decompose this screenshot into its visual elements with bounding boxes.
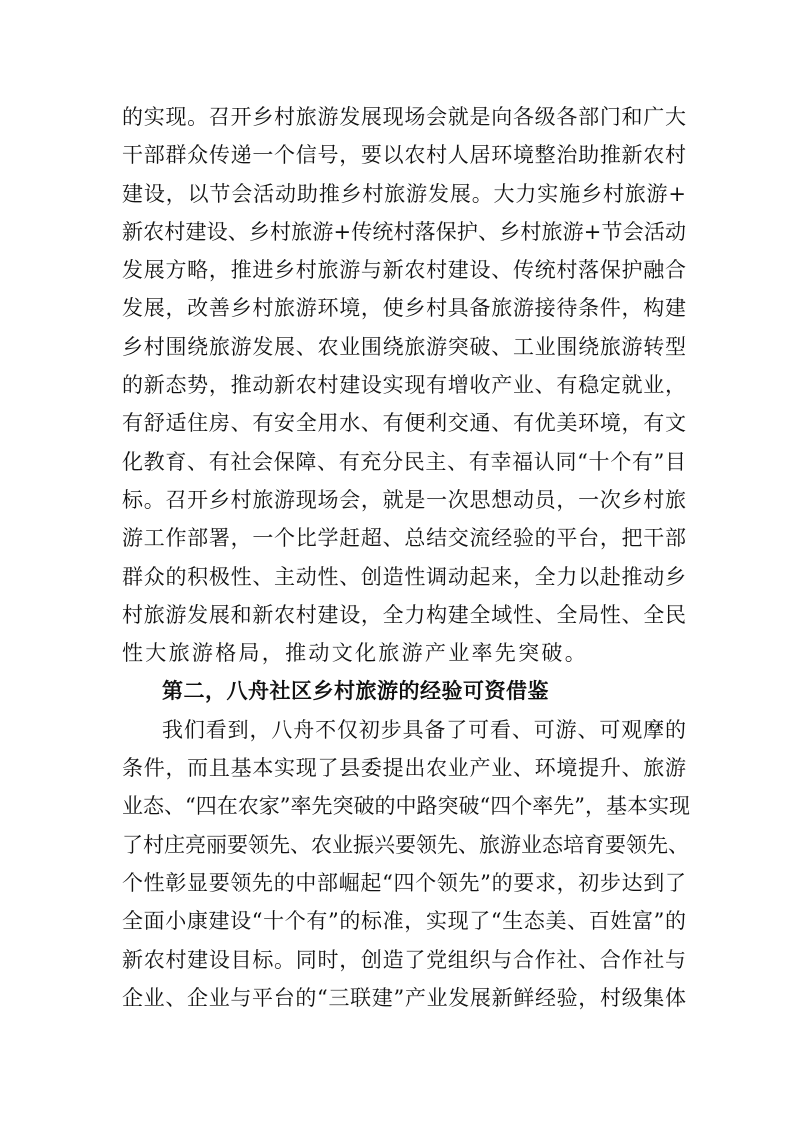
text-line: 新农村建设目标。同时，创造了党组织与合作社、合作社与	[122, 947, 686, 972]
text-line: 游工作部署，一个比学赶超、总结交流经验的平台，把干部	[122, 526, 686, 551]
document-page	[122, 98, 690, 1017]
text-line: 乡村围绕旅游发展、农业围绕旅游突破、工业围绕旅游转型	[122, 334, 686, 359]
text-line: 的新态势，推动新农村建设实现有增收产业、有稳定就业，	[122, 373, 686, 398]
text-line: 性大旅游格局，推动文化旅游产业率先突破。	[122, 641, 588, 666]
text-line: 了村庄亮丽要领先、农业振兴要领先、旅游业态培育要领先、	[122, 832, 689, 857]
text-line: 标。召开乡村旅游现场会，就是一次思想动员，一次乡村旅	[122, 487, 686, 512]
text-line: 新农村建设、乡村旅游+传统村落保护、乡村旅游+节会活动	[122, 219, 686, 244]
text-line: 我们看到，八舟不仅初步具备了可看、可游、可观摩的	[162, 717, 686, 742]
text-line: 化教育、有社会保障、有充分民主、有幸福认同“十个有”目	[122, 449, 686, 474]
paragraph-2	[122, 711, 690, 1017]
text-line: 的实现。召开乡村旅游发展现场会就是向各级各部门和广大	[122, 105, 686, 129]
text-line: 企业、企业与平台的“三联建”产业发展新鲜经验，村级集体	[122, 985, 686, 1010]
text-line: 条件，而且基本实现了县委提出农业产业、环境提升、旅游	[122, 756, 686, 781]
text-line: 业态、“四在农家”率先突破的中路突破“四个率先”，基本实现	[122, 794, 690, 819]
text-line: 群众的积极性、主动性、创造性调动起来，全力以赴推动乡	[122, 564, 686, 589]
text-line: 建设，以节会活动助推乡村旅游发展。大力实施乡村旅游+	[122, 181, 686, 206]
text-line: 有舒适住房、有安全用水、有便利交通、有优美环境，有文	[122, 411, 686, 436]
text-line: 村旅游发展和新农村建设，全力构建全域性、全局性、全民	[122, 602, 686, 627]
paragraph-1	[122, 98, 686, 672]
text-line: 干部群众传递一个信号，要以农村人居环境整治助推新农村	[122, 143, 686, 168]
text-line: 发展，改善乡村旅游环境，使乡村具备旅游接待条件，构建	[122, 296, 686, 321]
section-heading: 第二，八舟社区乡村旅游的经验可资借鉴	[162, 679, 549, 704]
text-line: 个性彰显要领先的中部崛起“四个领先”的要求，初步达到了	[122, 870, 686, 895]
text-line: 发展方略，推进乡村旅游与新农村建设、传统村落保护融合	[122, 258, 686, 283]
text-line: 全面小康建设“十个有”的标准，实现了“生态美、百姓富”的	[122, 909, 686, 934]
